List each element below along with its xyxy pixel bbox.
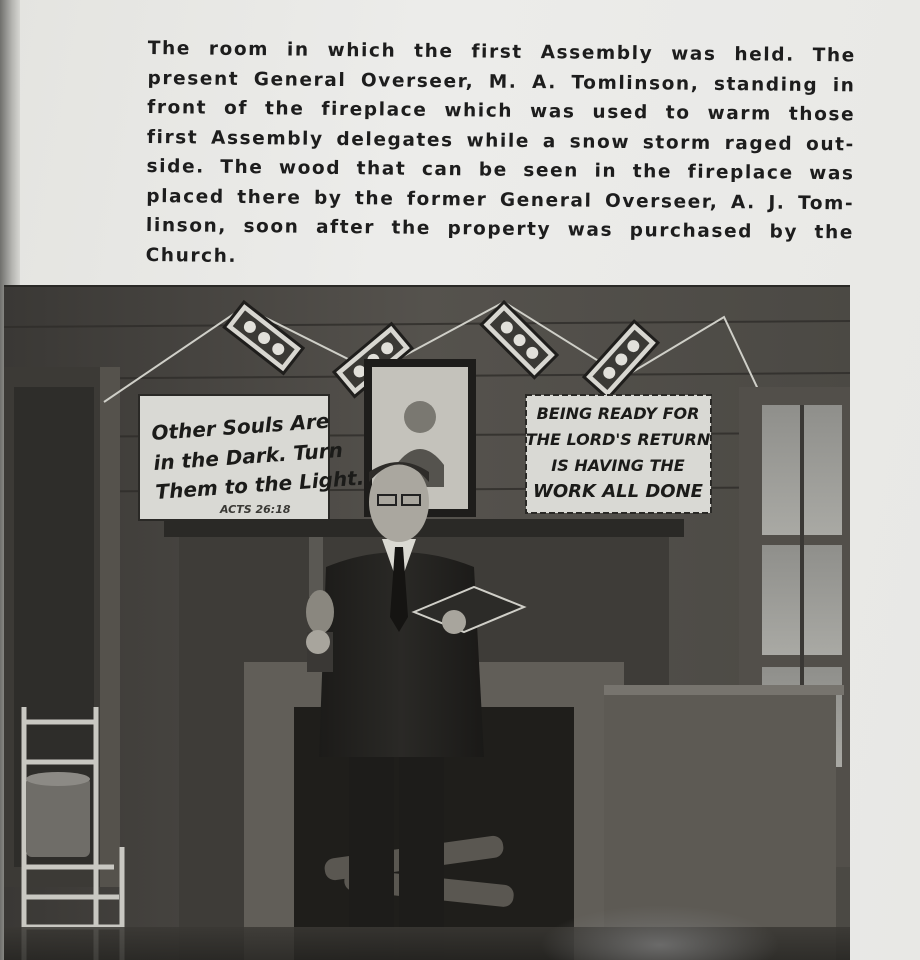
caption-line: placed there by the former General Overseer, A. J. Tom-: [146, 185, 855, 214]
archival-photograph: [4, 285, 850, 960]
caption-line: side. The wood that can be seen in the fireplace was: [146, 155, 855, 185]
caption-line: The room in which the first Assembly was held. The: [147, 37, 856, 67]
right-sign: [526, 395, 711, 513]
caption-line: first Assembly delegates while a snow storm raged out-: [146, 126, 855, 155]
right-sign-line-4: WORK ALL DONE: [533, 481, 703, 502]
caption-line: present General Overseer, M. A. Tomlinson, standing in: [147, 67, 856, 96]
caption-line: front of the fireplace which was used to warm those: [147, 96, 856, 126]
left-sign-line-2: in the Dark. Turn: [152, 437, 344, 475]
left-sign-reference: ACTS 26:18: [220, 503, 291, 516]
right-sign-line-1: BEING READY FOR: [536, 404, 700, 423]
right-sign-line-2: THE LORD'S RETURN: [525, 430, 711, 449]
photo-caption: [146, 34, 856, 277]
metal-bucket: [26, 777, 90, 857]
left-sign-line-1: Other Souls Are: [150, 408, 331, 445]
right-sign-line-3: IS HAVING THE: [551, 456, 685, 475]
caption-line: linson, soon after the property was purchased by the: [145, 214, 855, 244]
left-sign-line-3: Them to the Light.: [154, 465, 365, 504]
caption-line: Church.: [145, 244, 238, 267]
